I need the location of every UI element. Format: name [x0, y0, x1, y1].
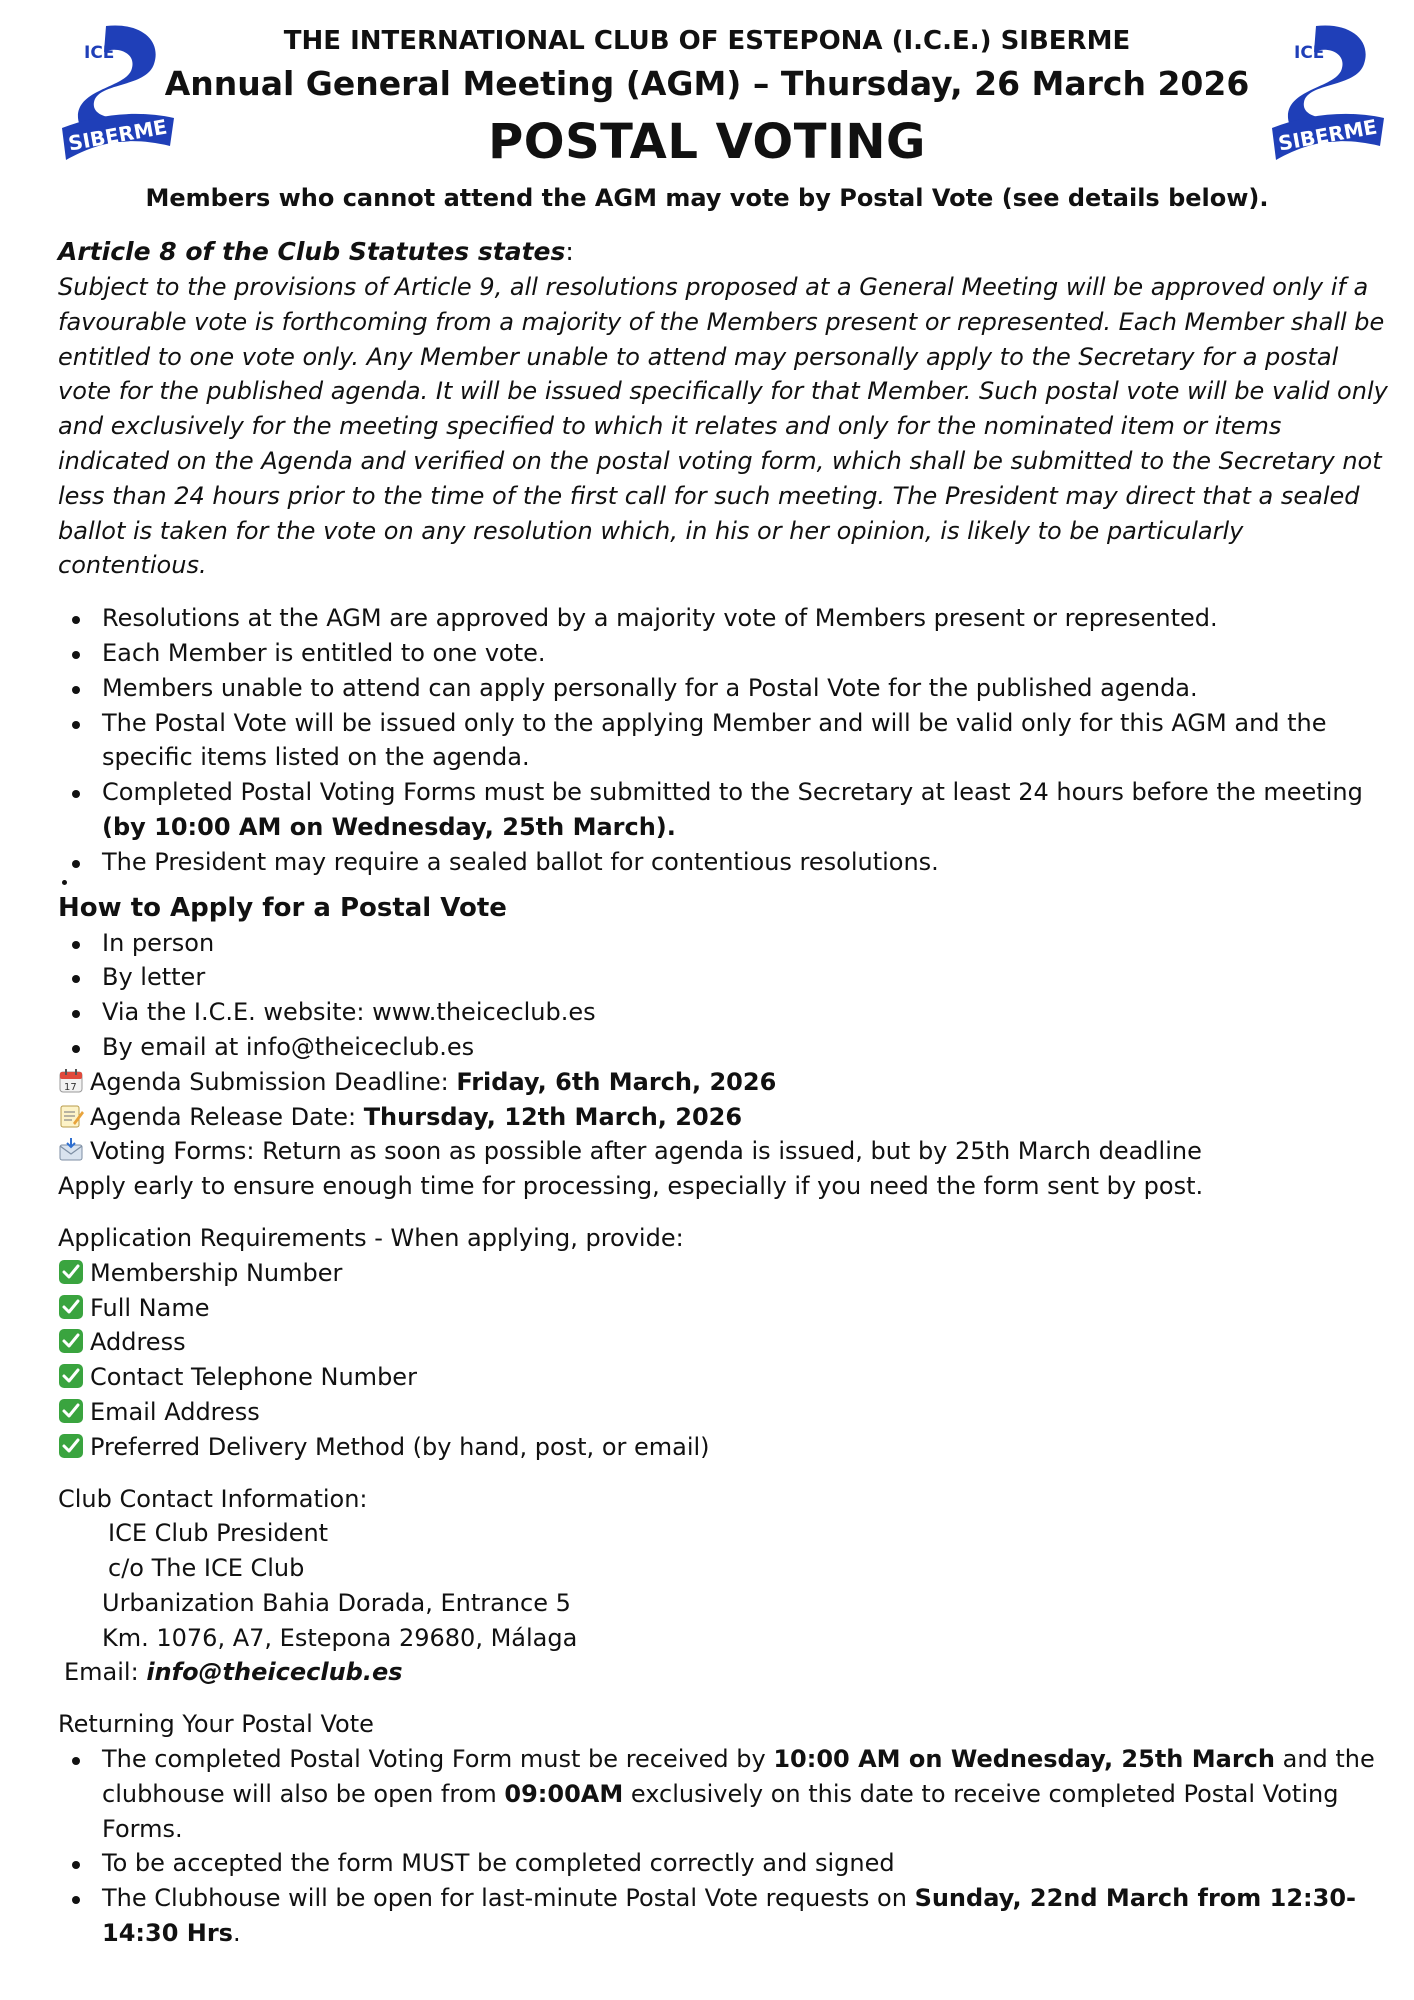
envelope-icon: [58, 1137, 84, 1163]
returning-heading: Returning Your Postal Vote: [58, 1710, 374, 1739]
check-icon: [58, 1363, 84, 1389]
agenda-submission-line: 17 Agenda Submission Deadline: Friday, 6th March, 2026: [58, 1065, 1398, 1100]
list-item: Members unable to attend can apply personally for a Postal Vote for the published agenda.: [58, 671, 1398, 706]
check-icon: [58, 1294, 84, 1320]
club-name: THE INTERNATIONAL CLUB OF ESTEPONA (I.C.E.) SIBERME: [283, 26, 1131, 56]
contact-email-line: Email: info@theiceclub.es: [64, 1658, 403, 1687]
summary-list: [58, 601, 1398, 879]
svg-text:ICE: ICE: [84, 43, 115, 63]
list-item: By letter: [58, 960, 1398, 995]
agenda-release-line: Agenda Release Date: Thursday, 12th March, 2026: [58, 1100, 1398, 1135]
voting-forms-line: Voting Forms: Return as soon as possible after agenda is issued, but by 25th March deadline: [58, 1134, 1398, 1169]
page-title: POSTAL VOTING: [488, 114, 926, 170]
check-icon: [58, 1328, 84, 1354]
apply-heading: How to Apply for a Postal Vote: [58, 892, 507, 923]
list-item: Each Member is entitled to one vote.: [58, 636, 1398, 671]
deadline-bold: (by 10:00 AM on Wednesday, 25th March).: [102, 812, 676, 841]
apply-early-note: Apply early to ensure enough time for processing, especially if you need the form sent by post.: [58, 1172, 1204, 1201]
requirement-item: Full Name: [58, 1291, 1398, 1326]
contact-heading: Club Contact Information:: [58, 1484, 368, 1513]
requirement-item: Membership Number: [58, 1256, 1398, 1291]
memo-icon: [58, 1103, 84, 1129]
svg-text:17: 17: [64, 1081, 77, 1093]
svg-text:SIBERME: SIBERME: [1276, 114, 1379, 156]
main-content: [58, 234, 1398, 1951]
check-icon: [58, 1433, 84, 1459]
contact-line: ICE Club President: [108, 1519, 329, 1548]
returning-list: [58, 1742, 1398, 1951]
calendar-icon: [58, 1068, 84, 1094]
list-item: The completed Postal Voting Form must be received by 10:00 AM on Wednesday, 25th March and the clubhouse will also be open from 09:00AM exclusively on this date to receive completed Postal Voting Forms.: [58, 1742, 1398, 1846]
contact-line: Urbanization Bahia Dorada, Entrance 5: [102, 1588, 571, 1617]
requirement-item: Preferred Delivery Method (by hand, post, or email): [58, 1430, 1398, 1465]
page-subtitle: Members who cannot attend the AGM may vote by Postal Vote (see details below).: [145, 184, 1269, 212]
check-icon: [58, 1398, 84, 1424]
list-item: Completed Postal Voting Forms must be submitted to the Secretary at least 24 hours before the meeting (by 10:00 AM on Wednesday, 25th March).: [58, 775, 1398, 845]
list-item: In person: [58, 926, 1398, 961]
svg-text:SIBERME: SIBERME: [66, 114, 169, 156]
svg-text:ICE: ICE: [1294, 43, 1325, 63]
list-item: Via the I.C.E. website: www.theiceclub.es: [58, 995, 1398, 1030]
contact-email[interactable]: info@theiceclub.es: [146, 1658, 403, 1687]
stray-bullet: [58, 880, 1398, 890]
list-item: By email at info@theiceclub.es: [58, 1030, 1398, 1065]
apply-methods-list: [58, 926, 1398, 1065]
article-body: Subject to the provisions of Article 9, all resolutions proposed at a General Meeting will be approved only if a favourable vote is forthcoming from a majority of the Members present or represented. Each Member shall be entitled to one vote only. Any Member unable to attend may personally apply to the Secretary for a postal vote for the published agenda. It will be issued specifically for that Member. Such postal vote will be valid only and exclusively for the meeting specified to which it relates and only for the nominated item or items indicated on the Agenda and verified on the postal voting form, which shall be submitted to the Secretary not less than 24 hours prior to the time of the first call for such meeting. The President may direct that a sealed ballot is taken for the vote on any resolution which, in his or her opinion, is likely to be particularly contentious.: [58, 273, 1388, 580]
list-item: The Clubhouse will be open for last-minute Postal Vote requests on Sunday, 22nd March from 12:30-14:30 Hrs.: [58, 1881, 1398, 1951]
requirement-item: Email Address: [58, 1395, 1398, 1430]
requirements-intro: Application Requirements - When applying, provide:: [58, 1223, 684, 1252]
check-icon: [58, 1259, 84, 1285]
requirement-item: Contact Telephone Number: [58, 1360, 1398, 1395]
list-item: To be accepted the form MUST be completed correctly and signed: [58, 1846, 1398, 1881]
meeting-title: Annual General Meeting (AGM) – Thursday, 26 March 2026: [164, 64, 1250, 103]
list-item: Resolutions at the AGM are approved by a majority vote of Members present or represented.: [58, 601, 1398, 636]
list-item: The Postal Vote will be issued only to the applying Member and will be valid only for this AGM and the specific items listed on the agenda.: [58, 706, 1398, 776]
contact-line: c/o The ICE Club: [108, 1554, 305, 1583]
contact-line: Km. 1076, A7, Estepona 29680, Málaga: [102, 1623, 578, 1652]
requirement-item: Address: [58, 1325, 1398, 1360]
article-heading: Article 8 of the Club Statutes states:: [58, 237, 574, 266]
list-item: The President may require a sealed ballot for contentious resolutions.: [58, 845, 1398, 880]
